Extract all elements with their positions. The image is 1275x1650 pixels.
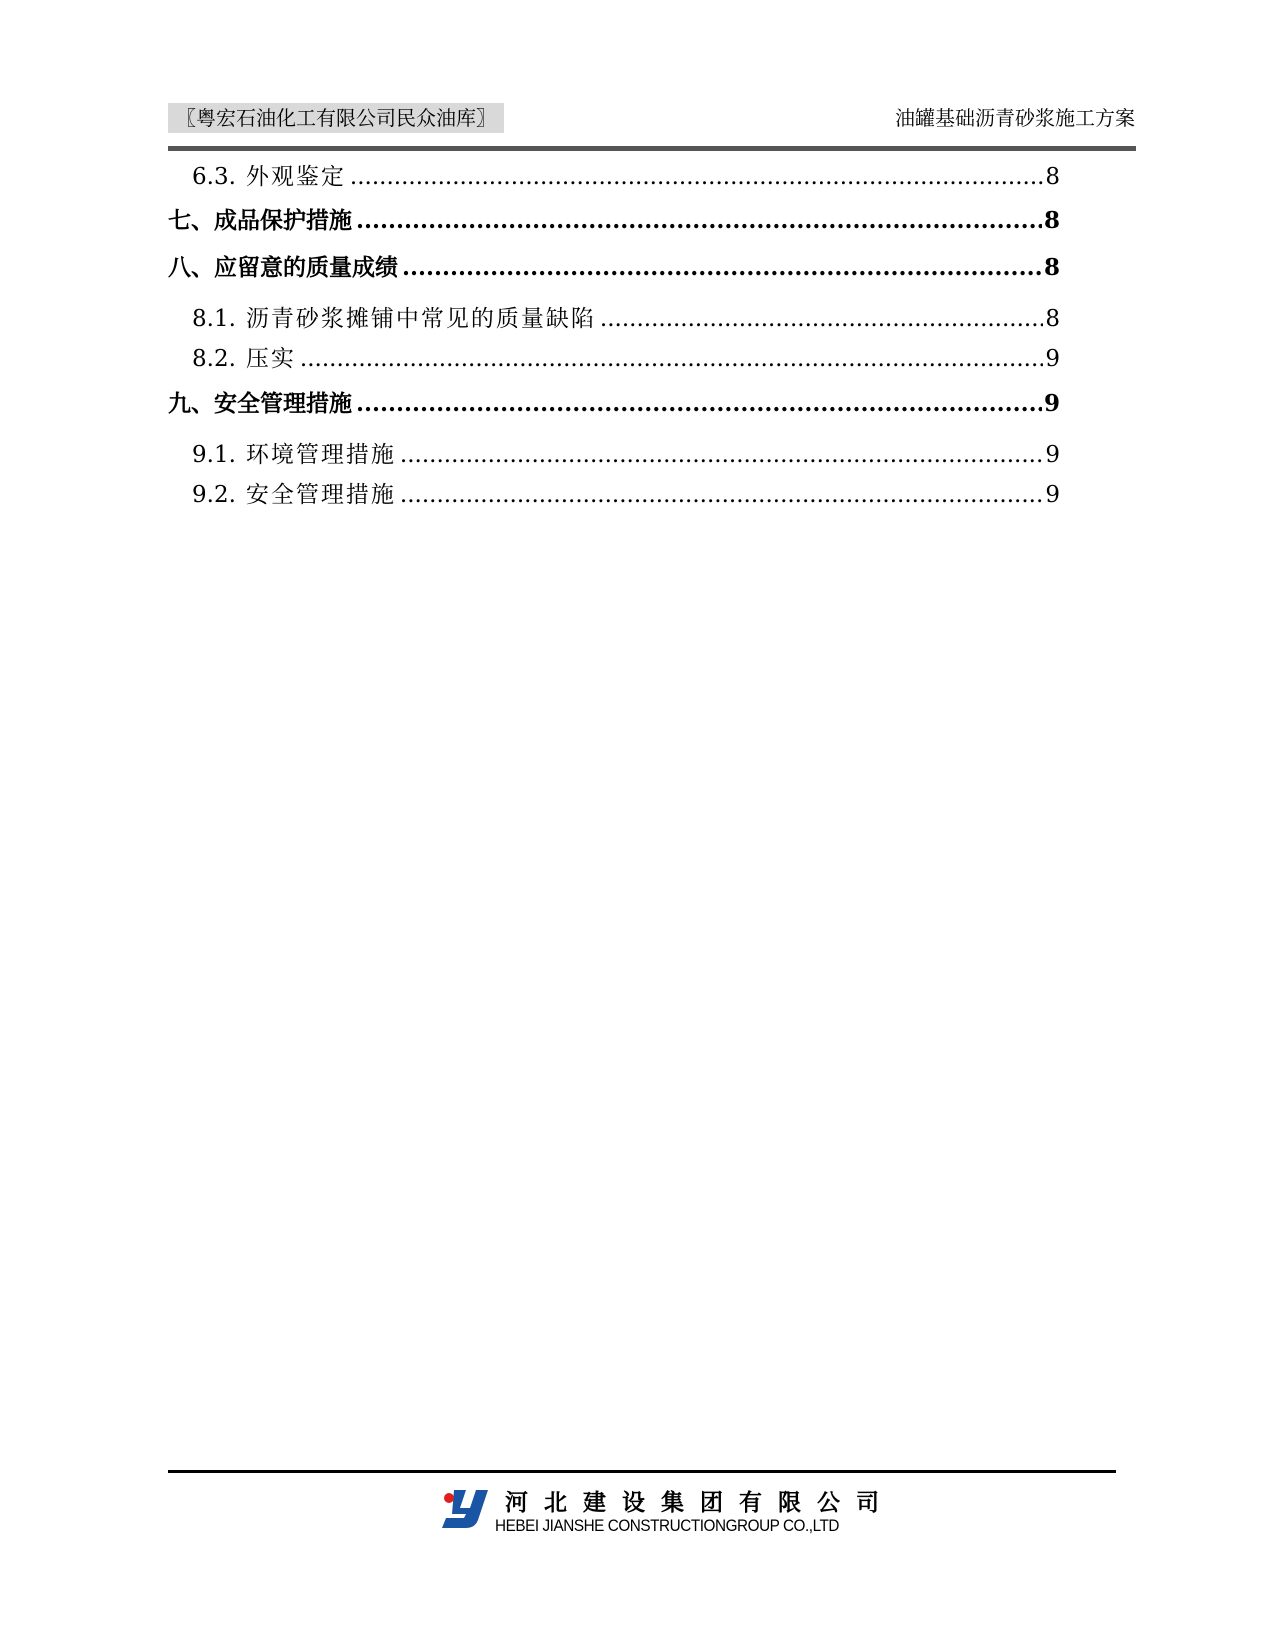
footer-company-name-en: HEBEI JIANSHE CONSTRUCTIONGROUP CO.,LTD	[495, 1516, 840, 1535]
toc-entry-page: 8	[1045, 164, 1060, 190]
toc-leader-dots	[400, 442, 1043, 468]
footer-divider	[168, 1470, 1116, 1473]
header-document-title: 油罐基础沥青砂浆施工方案	[895, 106, 1135, 130]
toc-entry-page: 9	[1045, 346, 1060, 372]
toc-leader-dots	[300, 346, 1043, 372]
toc-entry-page: 8	[1045, 306, 1060, 332]
toc-entry-number: 9.2.	[192, 482, 236, 508]
toc-leader-dots	[402, 254, 1042, 281]
toc-entry-number: 8.2.	[192, 346, 236, 372]
toc-entry-number: 9.1.	[192, 442, 236, 468]
toc-entry-title: 九、安全管理措施	[168, 390, 352, 417]
toc-entry[interactable]	[168, 476, 1060, 509]
toc-entry-title: 七、成品保护措施	[168, 207, 352, 234]
toc-entry[interactable]	[168, 158, 1060, 191]
toc-entry-title: 外观鉴定	[245, 164, 346, 190]
toc-entry-title: 压实	[245, 346, 296, 372]
toc-entry-number: 8.1.	[192, 306, 236, 332]
toc-entry-title: 八、应留意的质量成绩	[168, 254, 398, 281]
header-company: 〖粤宏石油化工有限公司民众油库〗	[168, 103, 504, 133]
toc-entry-title: 安全管理措施	[245, 482, 396, 508]
toc-leader-dots	[356, 390, 1042, 417]
toc-entry[interactable]	[168, 202, 1060, 235]
toc-entry[interactable]	[168, 300, 1060, 333]
toc-entry-page: 9	[1045, 442, 1060, 468]
hebei-jianshe-logo-icon	[440, 1486, 490, 1530]
toc-entry-page: 9	[1045, 482, 1060, 508]
toc-entry[interactable]	[168, 340, 1060, 373]
toc-entry-title: 环境管理措施	[245, 442, 396, 468]
footer-company-name-cn: 河北建设集团有限公司	[505, 1489, 895, 1516]
toc-leader-dots	[600, 306, 1043, 332]
toc-leader-dots	[356, 207, 1042, 234]
toc-entry-page: 9	[1043, 390, 1060, 417]
toc-entry-title: 沥青砂浆摊铺中常见的质量缺陷	[245, 306, 596, 332]
toc-entry-page: 8	[1043, 207, 1060, 234]
toc-entry-page: 8	[1043, 254, 1060, 281]
toc-entry[interactable]	[168, 385, 1060, 418]
toc-leader-dots	[400, 482, 1043, 508]
toc-leader-dots	[350, 164, 1043, 190]
toc-entry[interactable]	[168, 249, 1060, 282]
toc-entry[interactable]	[168, 436, 1060, 469]
header-divider	[168, 146, 1136, 151]
toc-entry-number: 6.3.	[192, 164, 236, 190]
